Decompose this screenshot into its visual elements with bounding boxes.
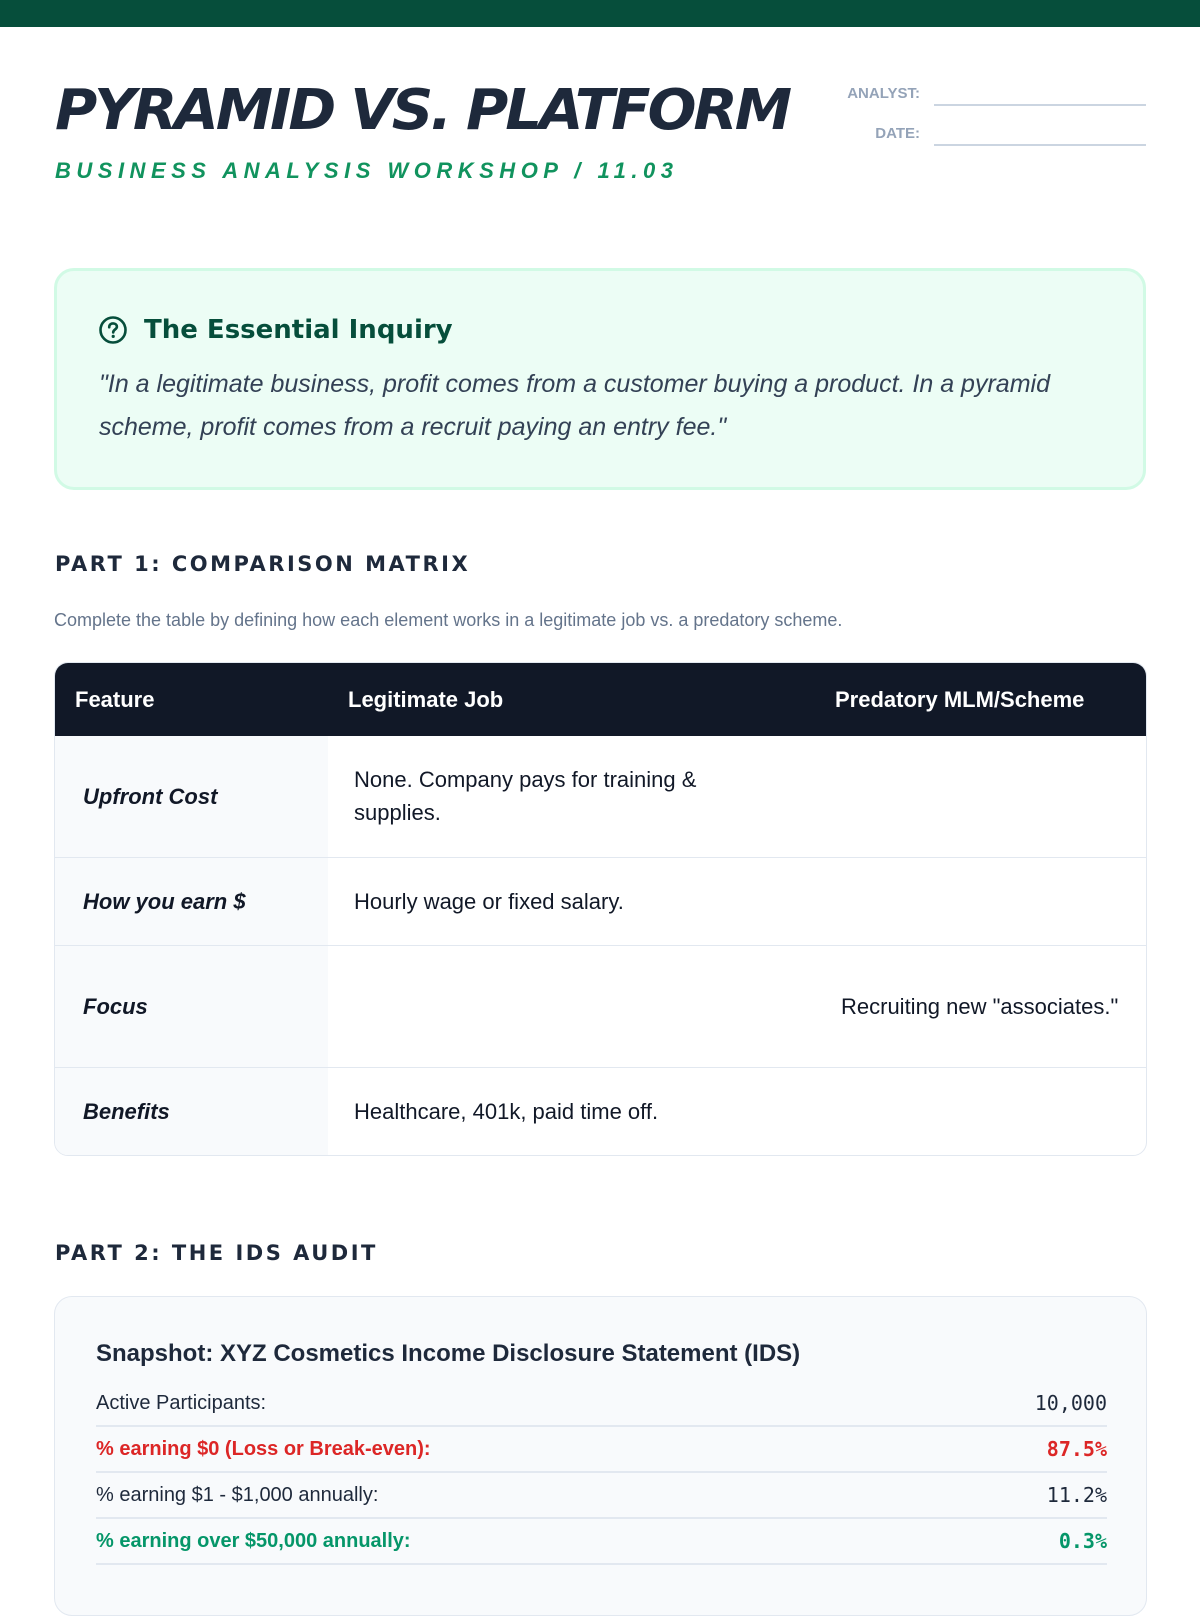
legitimate-cell[interactable] [328,945,815,1067]
date-label: DATE: [875,125,920,142]
stat-value: 0.3% [1058,1529,1107,1553]
ids-audit-card [54,1296,1147,1616]
table-row [55,945,1147,1067]
feature-cell: Upfront Cost [55,736,328,857]
snapshot-title: Snapshot: XYZ Cosmetics Income Disclosure Statement (IDS) [96,1340,801,1367]
feature-cell: Focus [55,945,328,1067]
stat-value: 11.2% [1046,1483,1107,1507]
stat-value: 10,000 [1034,1391,1107,1415]
feature-cell: How you earn $ [55,857,328,945]
page-title: PYRAMID VS. PLATFORM [55,78,790,143]
stat-label: Active Participants: [96,1391,267,1414]
analyst-field[interactable] [934,104,1146,106]
stat-label: % earning $0 (Loss or Break-even): [96,1437,431,1460]
list-item [96,1381,1107,1427]
top-accent-bar [0,0,1200,27]
list-item [96,1473,1107,1519]
list-item [96,1427,1107,1473]
analyst-label: ANALYST: [847,85,920,102]
scheme-cell[interactable]: Recruiting new "associates." [815,945,1147,1067]
table-row [55,736,1147,857]
ids-stats-list [96,1381,1107,1565]
legitimate-cell[interactable]: None. Company pays for training & supplies. [354,767,697,826]
stat-value: 87.5% [1046,1437,1107,1461]
legitimate-cell[interactable]: Healthcare, 401k, paid time off. [328,1067,815,1155]
date-field[interactable] [934,144,1146,146]
legitimate-cell[interactable]: Hourly wage or fixed salary. [328,857,815,945]
stat-label: % earning $1 - $1,000 annually: [96,1483,379,1506]
table-row [55,1067,1147,1155]
essential-inquiry-box [54,268,1146,490]
part1-instructions: Complete the table by defining how each element works in a legitimate job vs. a predatory scheme. [54,610,843,630]
part1-heading: PART 1: COMPARISON MATRIX [55,552,471,576]
scheme-cell[interactable] [815,736,1147,857]
stat-label: % earning over $50,000 annually: [96,1529,411,1552]
scheme-cell[interactable] [815,1067,1147,1155]
list-item [96,1519,1107,1565]
comparison-table [55,663,1147,1155]
column-header-feature: Feature [55,663,328,736]
feature-cell: Benefits [55,1067,328,1155]
table-header-row [55,663,1147,736]
inquiry-title: The Essential Inquiry [144,315,453,345]
page-subtitle: BUSINESS ANALYSIS WORKSHOP / 11.03 [55,158,679,183]
question-circle-icon [99,316,127,344]
column-header-scheme: Predatory MLM/Scheme [815,663,1147,736]
scheme-cell[interactable] [815,857,1147,945]
table-row [55,857,1147,945]
column-header-legitimate: Legitimate Job [328,663,815,736]
inquiry-quote: "In a legitimate business, profit comes from a customer buying a product. In a pyramid scheme, profit comes from a recruit paying an entry fee." [99,370,1050,441]
part2-heading: PART 2: THE IDS AUDIT [55,1241,378,1265]
comparison-matrix [54,662,1147,1156]
